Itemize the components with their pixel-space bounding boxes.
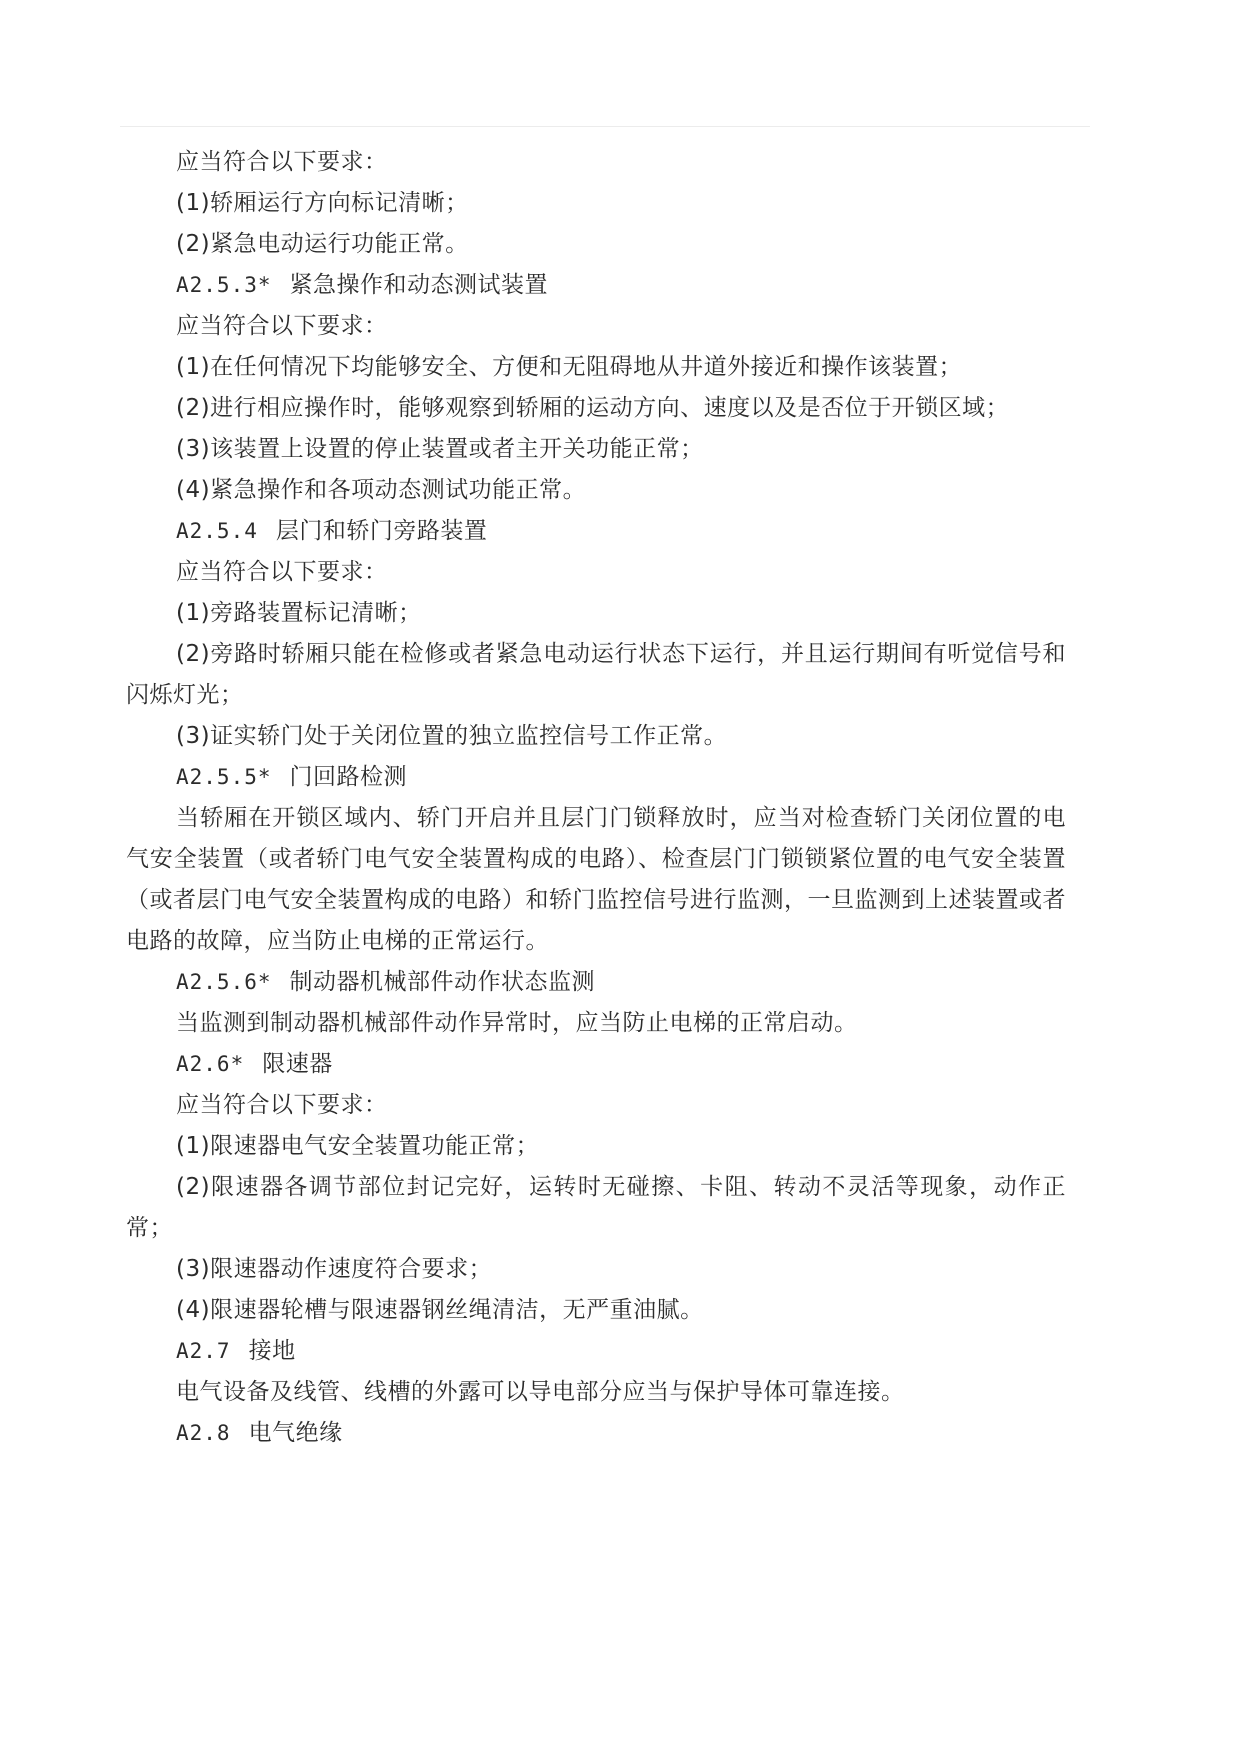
section-heading — [126, 1413, 1066, 1454]
text-line: (2)进行相应操作时，能够观察到轿厢的运动方向、速度以及是否位于开锁区域； — [176, 395, 1010, 421]
text-line: 应当符合以下要求： — [176, 149, 388, 175]
text-line: (3)限速器动作速度符合要求； — [176, 1256, 493, 1282]
section-number: A2.5.5* — [176, 765, 272, 789]
paragraph: 当轿厢在开锁区域内、轿门开启并且层门门锁释放时，应当对检查轿门关闭位置的电气安全装置（或者轿门电气安全装置构成的电路）、检查层门门锁锁紧位置的电气安全装置（或者层门电气安全装置构成的电路）和轿门监控信号进行监测，一旦监测到上述装置或者电路的故障，应当防止电梯的正常运行。 — [126, 805, 1066, 954]
section-title: 接地 — [248, 1338, 296, 1364]
section-number: A2.8 — [176, 1421, 231, 1445]
paragraph: (2)旁路时轿厢只能在检修或者紧急电动运行状态下运行，并且运行期间有听觉信号和闪烁灯光； — [126, 641, 1066, 708]
text-line: (3)该装置上设置的停止装置或者主开关功能正常； — [176, 436, 704, 462]
section-title: 门回路检测 — [289, 764, 408, 790]
section-heading — [126, 1044, 1066, 1085]
section-number: A2.5.3* — [176, 273, 272, 297]
text-line: 应当符合以下要求： — [176, 1092, 388, 1118]
text-line: (1)轿厢运行方向标记清晰； — [176, 190, 469, 216]
section-title: 紧急操作和动态测试装置 — [289, 272, 549, 298]
paragraph: (2)限速器各调节部位封记完好，运转时无碰擦、卡阻、转动不灵活等现象，动作正常； — [126, 1174, 1066, 1241]
section-number: A2.5.4 — [176, 519, 258, 543]
header-rule — [120, 126, 1090, 127]
text-line: 电气设备及线管、线槽的外露可以导电部分应当与保护导体可靠连接。 — [176, 1379, 905, 1405]
section-heading — [126, 962, 1066, 1003]
section-heading — [126, 511, 1066, 552]
section-number: A2.6* — [176, 1052, 245, 1076]
text-line: 当监测到制动器机械部件动作异常时，应当防止电梯的正常启动。 — [176, 1010, 858, 1036]
section-title: 制动器机械部件动作状态监测 — [289, 969, 596, 995]
text-line: (1)限速器电气安全装置功能正常； — [176, 1133, 540, 1159]
section-title: 电气绝缘 — [248, 1420, 343, 1446]
text-line: (2)紧急电动运行功能正常。 — [176, 231, 469, 257]
text-line: 应当符合以下要求： — [176, 559, 388, 585]
section-heading — [126, 1331, 1066, 1372]
text-line: 应当符合以下要求： — [176, 313, 388, 339]
section-number: A2.7 — [176, 1339, 231, 1363]
text-line: (1)在任何情况下均能够安全、方便和无阻碍地从井道外接近和操作该装置； — [176, 354, 963, 380]
text-line: (3)证实轿门处于关闭位置的独立监控信号工作正常。 — [176, 723, 728, 749]
section-title: 层门和轿门旁路装置 — [275, 518, 488, 544]
document-body — [126, 142, 1066, 1454]
section-heading — [126, 757, 1066, 798]
section-number: A2.5.6* — [176, 970, 272, 994]
text-line: (4)限速器轮槽与限速器钢丝绳清洁，无严重油腻。 — [176, 1297, 704, 1323]
text-line: (4)紧急操作和各项动态测试功能正常。 — [176, 477, 587, 503]
text-line: (1)旁路装置标记清晰； — [176, 600, 422, 626]
section-heading — [126, 265, 1066, 306]
section-title: 限速器 — [262, 1051, 333, 1077]
